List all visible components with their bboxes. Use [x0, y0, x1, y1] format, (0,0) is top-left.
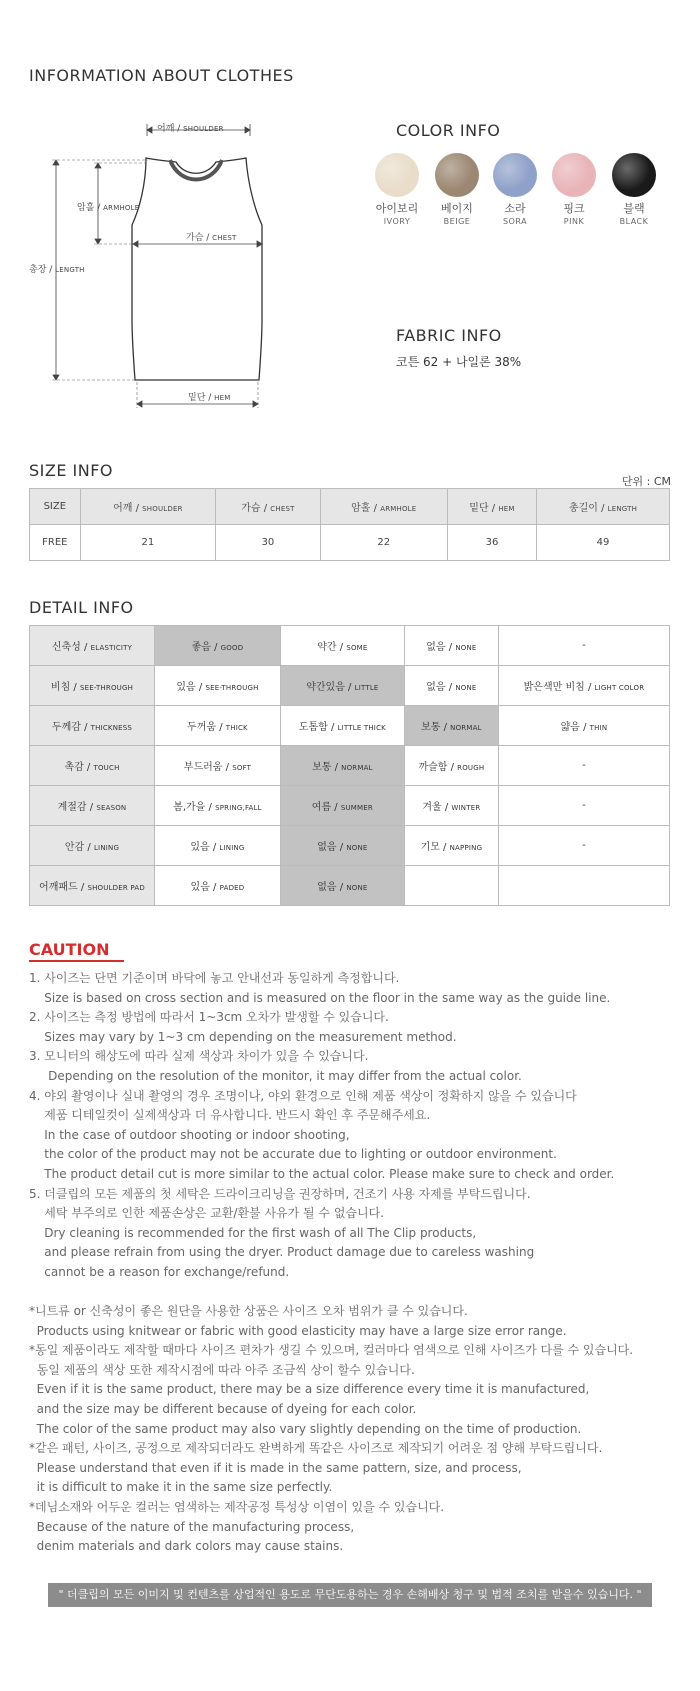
cell-label-ko: - [582, 840, 586, 851]
hem-label-ko: 밑단 / [188, 393, 212, 403]
chest-label [186, 230, 236, 243]
caution-line: *동일 제품이라도 제작할 때마다 사이즈 편차가 생길 수 있으며, 컬러마다 염색으로 인해 사이즈가 다를 수 있습니다. [29, 1343, 634, 1358]
length-label-ko: 총장 / [29, 265, 53, 275]
detail-option [498, 626, 669, 666]
size-info-title: SIZE INFO [29, 461, 114, 480]
detail-option [404, 626, 498, 666]
color-swatch-ivory [375, 153, 419, 226]
detail-option-selected [280, 866, 404, 906]
cell-label-ko: 약간있음 / [306, 682, 352, 693]
cell-label-ko: 보통 / [421, 722, 447, 733]
detail-row-label [30, 866, 155, 906]
detail-option-selected [280, 826, 404, 866]
cell-label-en: PADED [219, 884, 245, 892]
size-table-header [30, 489, 670, 525]
swatch-label-ko: 핑크 [563, 202, 585, 215]
detail-row-label [30, 746, 155, 786]
size-table [29, 488, 670, 561]
cell-label-ko: 가슴 / [241, 503, 268, 514]
color-swatch-black [612, 153, 656, 226]
length-label-en: LENGTH [55, 266, 85, 274]
cell-label-en: SEASON [96, 804, 127, 812]
cell-label-en: LINING [93, 844, 120, 852]
cell-label-en: LINING [219, 844, 245, 852]
detail-option [498, 826, 669, 866]
cell-label-ko: 약간 / [317, 642, 344, 653]
swatch-label-en: BLACK [619, 217, 649, 226]
armhole-label-ko: 암홀 / [77, 203, 101, 213]
swatch-yarn-image [375, 153, 419, 197]
fabric-composition: 코튼 62 + 나일론 38% [396, 355, 522, 369]
unit-label: 단위 : CM [621, 475, 671, 488]
cell-label-en: THICK [225, 724, 248, 732]
cell-label-en: NORMAL [341, 764, 373, 772]
swatch-label-en: SORA [502, 217, 528, 226]
size-value-cell: FREE [30, 525, 81, 561]
detail-option [155, 706, 281, 746]
cell-label-ko: 까슬함 / [418, 762, 454, 773]
caution-line: Dry cleaning is recommended for the first wash of all The Clip products, [29, 1225, 477, 1240]
cell-label-en: SOFT [232, 764, 252, 772]
caution-line: Products using knitwear or fabric with good elasticity may have a large size error range. [29, 1323, 567, 1338]
size-value-cell: 30 [216, 525, 320, 561]
caution-line: 3. 모니터의 해상도에 따라 실제 색상과 차이가 있을 수 있습니다. [29, 1049, 369, 1064]
shoulder-label-en: SHOULDER [183, 125, 224, 133]
swatch-label-en: IVORY [383, 217, 411, 226]
detail-option [155, 786, 281, 826]
cell-label-ko: 안감 / [64, 842, 91, 853]
color-swatch-sora [493, 153, 537, 226]
detail-row-label [30, 626, 155, 666]
size-value-cell: 22 [320, 525, 447, 561]
chest-label-ko: 가슴 / [186, 233, 210, 243]
caution-line: 동일 제품의 색상 또한 제작시점에 따라 아주 조금씩 상이 할수 있습니다. [29, 1362, 415, 1377]
caution-line: 2. 사이즈는 측정 방법에 따라서 1~3cm 오차가 발생할 수 있습니다. [29, 1010, 389, 1025]
cell-label-en: NORMAL [450, 724, 482, 732]
copyright-notice: " 더클립의 모든 이미지 및 컨텐츠를 상업적인 용도로 무단도용하는 경우 손해배상 청구 및 법적 조치를 받을수 있습니다. " [48, 1583, 652, 1607]
cell-label-ko: 있음 / [190, 882, 217, 893]
cell-label-ko: 촉감 / [64, 762, 91, 773]
cell-label-ko: 봄,가을 / [173, 802, 212, 813]
detail-option [155, 826, 281, 866]
size-value-cell: 49 [537, 525, 670, 561]
shoulder-label-ko: 어깨 / [157, 124, 181, 134]
fabric-info-title: FABRIC INFO [396, 326, 502, 345]
size-header-cell [30, 489, 81, 525]
cell-label-ko: 부드러움 / [183, 762, 229, 773]
detail-row [30, 626, 670, 666]
cell-label-en: SEE-THROUGH [205, 684, 259, 692]
detail-option [498, 706, 669, 746]
caution-line: *니트류 or 신축성이 좋은 원단을 사용한 상품은 사이즈 오차 범위가 클 수 있습니다. [29, 1304, 468, 1319]
cell-label-en: ROUGH [457, 764, 485, 772]
cell-label-en: THICKNESS [90, 724, 133, 732]
detail-option-selected [155, 626, 281, 666]
cell-label-en: SHOULDER [142, 505, 183, 513]
chest-label-en: CHEST [212, 234, 237, 242]
garment-outline [132, 158, 262, 380]
cell-label-ko: 밑단 / [469, 503, 496, 514]
cell-label-en: NONE [346, 884, 368, 892]
swatch-yarn-image [435, 153, 479, 197]
detail-row [30, 706, 670, 746]
swatch-label-ko: 아이보리 [375, 202, 419, 215]
cell-label-en: SUMMER [340, 804, 373, 812]
cell-label-en: TOUCH [93, 764, 120, 772]
size-table-row [30, 525, 670, 561]
caution-line: Because of the nature of the manufacturing process, [29, 1519, 355, 1534]
caution-line: 5. 더클립의 모든 제품의 첫 세탁은 드라이크리닝을 권장하며, 건조기 사용 자제를 부탁드립니다. [29, 1186, 531, 1201]
detail-option [404, 786, 498, 826]
swatch-yarn-image [552, 153, 596, 197]
swatch-label-en: PINK [563, 217, 585, 226]
caution-text [29, 969, 633, 1557]
neckline [170, 160, 222, 180]
size-value-cell: 21 [80, 525, 216, 561]
cell-label-en: GOOD [220, 644, 244, 652]
caution-line: 1. 사이즈는 단면 기준이며 바닥에 놓고 안내선과 동일하게 측정합니다. [29, 971, 400, 985]
detail-option-selected [280, 666, 404, 706]
detail-option [155, 746, 281, 786]
caution-line: 제품 디테일컷이 실제색상과 더 유사합니다. 반드시 확인 후 주문해주세요. [29, 1108, 431, 1123]
cell-label-ko: 겨울 / [422, 802, 449, 813]
detail-row [30, 746, 670, 786]
caution-line: The product detail cut is more similar to the actual color. Please make sure to check and order. [29, 1166, 615, 1181]
cell-label-en: SPRING,FALL [215, 804, 262, 812]
detail-option [498, 866, 669, 906]
cell-label-ko: 있음 / [190, 842, 217, 853]
cell-label-en: LITTLE THICK [337, 724, 386, 732]
size-header-cell [447, 489, 536, 525]
caution-line: the color of the product may not be accurate due to lighting or outdoor environment. [29, 1147, 557, 1162]
cell-label-ko: 보통 / [312, 762, 338, 773]
cell-label-en: NAPPING [449, 844, 483, 852]
size-value-cell: 36 [447, 525, 536, 561]
size-header-cell [216, 489, 320, 525]
cell-label-ko: 도톰함 / [298, 722, 335, 733]
caution-line: Even if it is the same product, there may be a size difference every time it is manufactured, [29, 1382, 590, 1397]
armhole-label-en: ARMHOLE [103, 204, 140, 212]
hem-label [188, 390, 230, 403]
cell-label-en: SOME [346, 644, 368, 652]
detail-option-selected [280, 746, 404, 786]
caution-line [29, 1283, 633, 1303]
swatch-label-ko: 베이지 [441, 202, 473, 215]
detail-row [30, 666, 670, 706]
size-header-cell [80, 489, 216, 525]
detail-info-title: DETAIL INFO [29, 598, 134, 617]
cell-label-ko: 좋음 / [191, 642, 218, 653]
swatch-label-en: BEIGE [443, 217, 471, 226]
detail-option [498, 746, 669, 786]
caution-line: *같은 패턴, 사이즈, 공정으로 제작되더라도 완벽하게 똑같은 사이즈로 제작되기 어려운 점 양해 부탁드립니다. [29, 1441, 603, 1456]
detail-option [280, 706, 404, 746]
swatch-yarn-image [493, 153, 537, 197]
cell-label-ko: 어깨패드 / [39, 882, 85, 893]
cell-label-ko: 여름 / [311, 802, 338, 813]
detail-option [280, 626, 404, 666]
detail-option [404, 866, 498, 906]
cell-label-ko: 비침 / [50, 682, 77, 693]
cell-label-ko: 얇음 / [560, 722, 587, 733]
cell-label-ko: 없음 / [317, 882, 344, 893]
detail-option [498, 666, 669, 706]
caution-underline [29, 960, 124, 962]
info-title: INFORMATION ABOUT CLOTHES [29, 66, 294, 85]
detail-option [404, 666, 498, 706]
hem-label-en: HEM [214, 394, 231, 402]
cell-label-en: SEE-THROUGH [79, 684, 134, 692]
cell-label-en: THIN [589, 724, 608, 732]
cell-label-ko: - [582, 640, 586, 651]
cell-label-ko: 있음 / [176, 682, 203, 693]
detail-table [29, 625, 670, 906]
cell-label-en: WINTER [451, 804, 481, 812]
detail-option [155, 666, 281, 706]
caution-line: and please refrain from using the dryer. Product damage due to careless washing [29, 1245, 535, 1260]
cell-label-ko: 없음 / [317, 842, 344, 853]
detail-option [155, 866, 281, 906]
detail-option [498, 786, 669, 826]
cell-label-en: NONE [346, 844, 368, 852]
caution-line: Depending on the resolution of the monitor, it may differ from the actual color. [29, 1068, 522, 1083]
swatch-yarn-image [612, 153, 656, 197]
cell-label-en: ARMHOLE [380, 505, 417, 513]
length-label [29, 262, 85, 275]
detail-option [404, 826, 498, 866]
cell-label-ko: 총길이 / [568, 503, 605, 514]
cell-label-ko: 없음 / [426, 642, 453, 653]
detail-row [30, 826, 670, 866]
cell-label-en: SHOULDER PAD [87, 884, 145, 892]
cell-label-en: LIGHT COLOR [594, 684, 645, 692]
detail-row [30, 866, 670, 906]
cell-label-ko: 암홀 / [351, 503, 378, 514]
cell-label-ko: 없음 / [426, 682, 453, 693]
detail-row-label [30, 666, 155, 706]
color-swatch-beige [435, 153, 479, 226]
caution-line: The color of the same product may also vary slightly depending on the time of production. [29, 1421, 582, 1436]
color-swatch-pink [552, 153, 596, 226]
cell-label-en: CHEST [270, 505, 295, 513]
caution-line: cannot be a reason for exchange/refund. [29, 1264, 290, 1279]
detail-row [30, 786, 670, 826]
cell-label-en: HEM [498, 505, 515, 513]
detail-row-label [30, 826, 155, 866]
caution-line: In the case of outdoor shooting or indoor shooting, [29, 1127, 350, 1142]
detail-row-label [30, 706, 155, 746]
caution-line: Sizes may vary by 1~3 cm depending on the measurement method. [29, 1029, 457, 1044]
caution-line: 세탁 부주의로 인한 제품손상은 교환/환불 사유가 될 수 없습니다. [29, 1206, 385, 1221]
caution-line: and the size may be different because of dyeing for each color. [29, 1402, 417, 1417]
color-info-title: COLOR INFO [396, 121, 501, 140]
cell-label-ko: 기모 / [420, 842, 447, 853]
cell-label-ko: 밝은색만 비침 / [523, 682, 592, 693]
cell-label-en: LENGTH [607, 505, 638, 513]
swatch-label-ko: 소라 [504, 202, 526, 215]
caution-line: denim materials and dark colors may cause stains. [29, 1539, 344, 1554]
cell-label-ko: SIZE [43, 501, 67, 512]
caution-line: Size is based on cross section and is measured on the floor in the same way as the guide line. [29, 990, 611, 1005]
cell-label-ko: - [582, 760, 586, 771]
cell-label-en: NONE [455, 684, 477, 692]
detail-option [404, 746, 498, 786]
cell-label-en: NONE [455, 644, 477, 652]
cell-label-en: LITTLE [354, 684, 379, 692]
caution-line: Please understand that even if it is made in the same pattern, size, and process, [29, 1460, 522, 1475]
cell-label-en: ELASTICITY [90, 644, 133, 652]
garment-diagram [0, 0, 330, 420]
caution-line: it is difficult to make it in the same size perfectly. [29, 1480, 333, 1495]
detail-row-label [30, 786, 155, 826]
armhole-label [77, 200, 139, 213]
cell-label-ko: 신축성 / [51, 642, 88, 653]
caution-title: CAUTION [29, 940, 110, 959]
cell-label-ko: 계절감 / [57, 802, 94, 813]
detail-option-selected [280, 786, 404, 826]
cell-label-ko: 두꺼움 / [187, 722, 223, 733]
caution-line: *데님소재와 어두운 컬러는 염색하는 제작공정 특성상 이염이 있을 수 있습니다. [29, 1500, 445, 1515]
cell-label-ko: 두께감 / [51, 722, 88, 733]
cell-label-ko: - [582, 800, 586, 811]
size-header-cell [537, 489, 670, 525]
shoulder-label [157, 121, 224, 134]
detail-option-selected [404, 706, 498, 746]
size-header-cell [320, 489, 447, 525]
cell-label-ko: 어깨 / [113, 503, 139, 514]
caution-line: 4. 야외 촬영이나 실내 촬영의 경우 조명이나, 야외 환경으로 인해 제품 색상이 정확하지 않을 수 있습니다 [29, 1088, 577, 1103]
swatch-label-ko: 블랙 [623, 202, 645, 215]
